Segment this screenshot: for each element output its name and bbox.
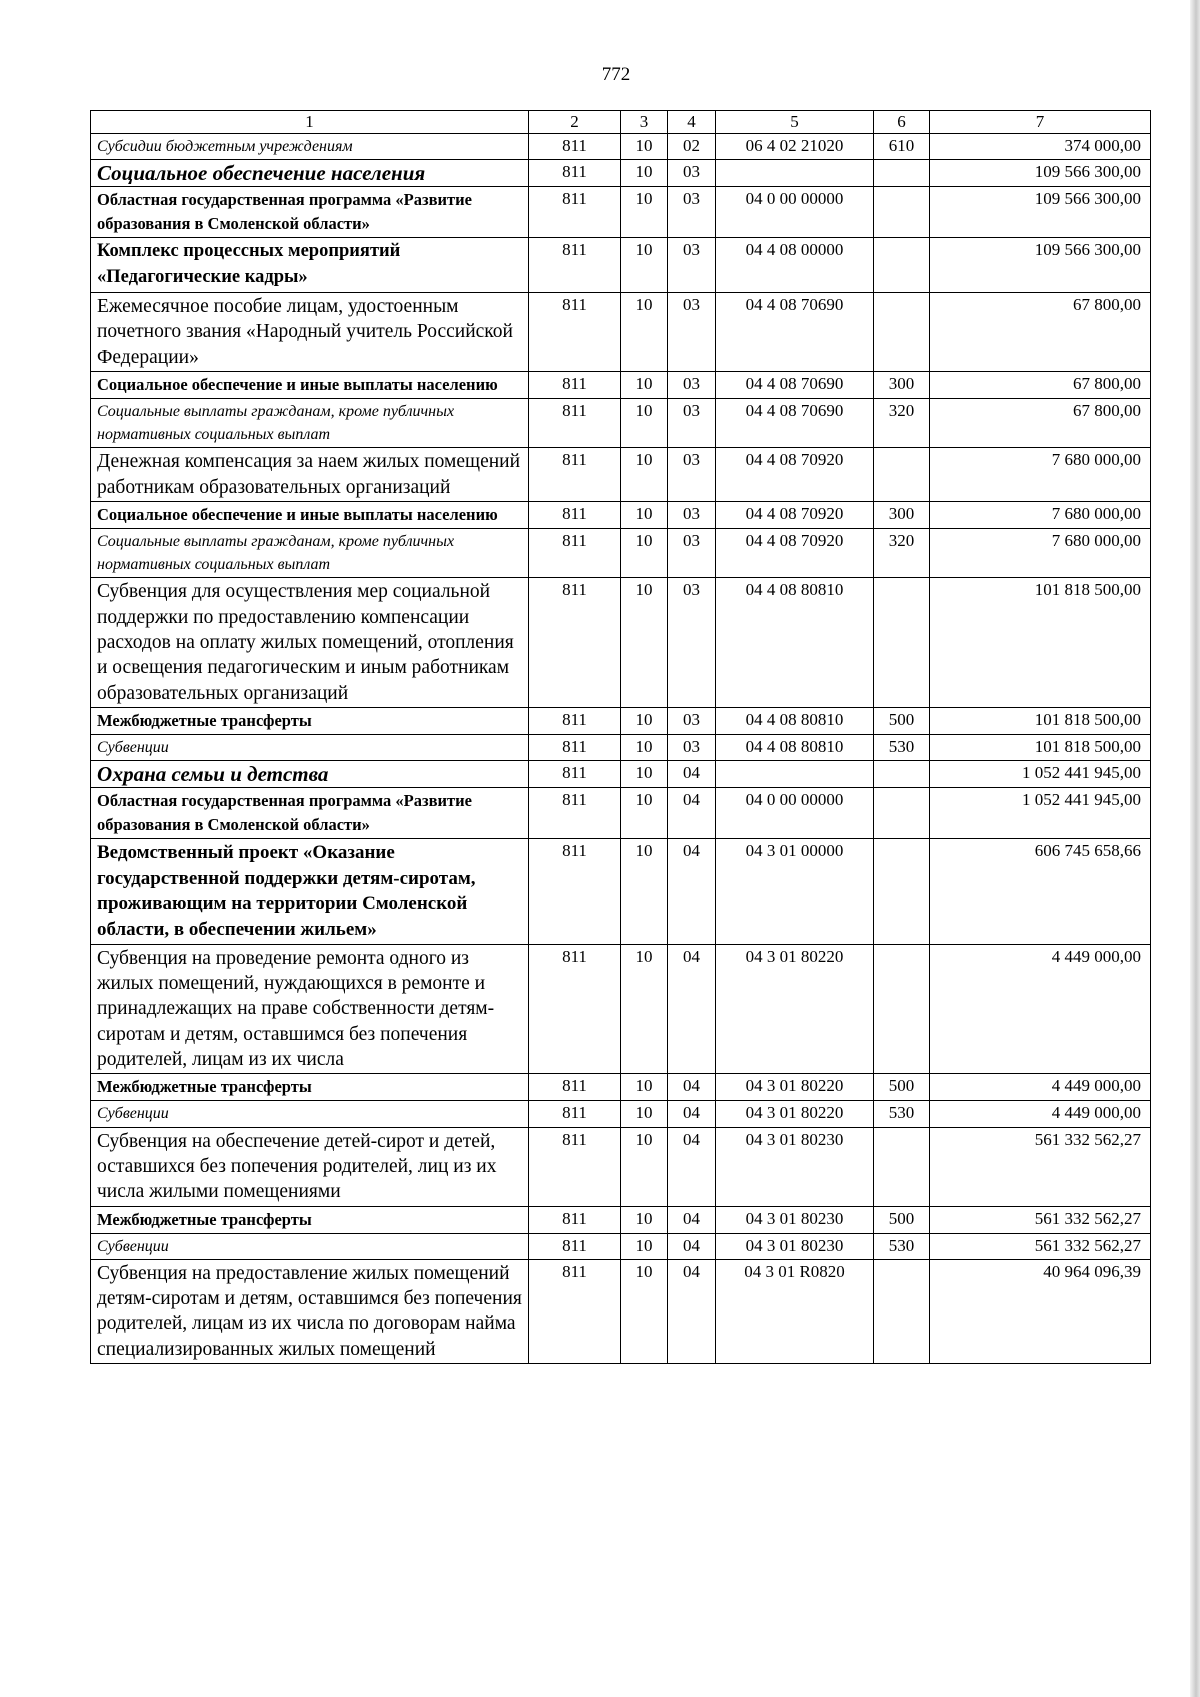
table-row <box>91 399 1151 448</box>
row-name-cell: Субвенция для осуществления мер социальной поддержки по предоставлению компенсации расходов на оплату жилых помещений, отопления и освещения педагогическим и иным работникам образовательных организаций <box>91 578 529 708</box>
amount-cell: 67 800,00 <box>930 399 1151 448</box>
amount-cell: 4 449 000,00 <box>930 1101 1151 1127</box>
expense-type-cell: 320 <box>874 399 930 448</box>
row-name-cell: Социальные выплаты гражданам, кроме публичных нормативных социальных выплат <box>91 528 529 577</box>
subsection-code-cell: 04 <box>668 1259 716 1363</box>
table-row <box>91 1259 1151 1363</box>
expense-type-cell: 530 <box>874 735 930 761</box>
amount-cell: 1 052 441 945,00 <box>930 761 1151 788</box>
row-name-cell: Ведомственный проект «Оказание государственной поддержки детям-сиротам, проживающим на территории Смоленской области, в обеспечении жильем» <box>91 839 529 945</box>
subsection-code-cell: 04 <box>668 1127 716 1206</box>
ministry-code-cell: 811 <box>529 1127 621 1206</box>
expense-type-cell: 320 <box>874 528 930 577</box>
expense-type-cell <box>874 448 930 502</box>
ministry-code-cell: 811 <box>529 160 621 187</box>
ministry-code-cell: 811 <box>529 1206 621 1233</box>
table-row <box>91 448 1151 502</box>
section-code-cell: 10 <box>621 502 668 529</box>
amount-cell: 101 818 500,00 <box>930 735 1151 761</box>
section-code-cell: 10 <box>621 528 668 577</box>
amount-cell: 67 800,00 <box>930 372 1151 399</box>
table-row <box>91 293 1151 372</box>
target-article-cell: 04 4 08 70690 <box>716 293 874 372</box>
subsection-code-cell: 03 <box>668 502 716 529</box>
expense-type-cell: 300 <box>874 502 930 529</box>
section-code-cell: 10 <box>621 448 668 502</box>
expense-type-cell: 500 <box>874 1206 930 1233</box>
ministry-code-cell: 811 <box>529 708 621 735</box>
row-name-cell: Комплекс процессных мероприятий «Педагогические кадры» <box>91 238 529 293</box>
target-article-cell: 04 3 01 80220 <box>716 944 874 1074</box>
amount-cell: 561 332 562,27 <box>930 1127 1151 1206</box>
table-row <box>91 944 1151 1074</box>
ministry-code-cell: 811 <box>529 788 621 839</box>
amount-cell: 1 052 441 945,00 <box>930 788 1151 839</box>
amount-cell: 7 680 000,00 <box>930 528 1151 577</box>
subsection-code-cell: 04 <box>668 1101 716 1127</box>
table-row <box>91 708 1151 735</box>
scan-edge-shadow <box>1190 0 1200 1697</box>
section-code-cell: 10 <box>621 1206 668 1233</box>
section-code-cell: 10 <box>621 1259 668 1363</box>
ministry-code-cell: 811 <box>529 448 621 502</box>
row-name-cell: Субвенции <box>91 735 529 761</box>
table-row <box>91 1206 1151 1233</box>
table-row <box>91 502 1151 529</box>
ministry-code-cell: 811 <box>529 399 621 448</box>
row-name-cell: Социальное обеспечение и иные выплаты населению <box>91 502 529 529</box>
ministry-code-cell: 811 <box>529 1074 621 1101</box>
table-row <box>91 578 1151 708</box>
row-name-cell: Межбюджетные трансферты <box>91 1074 529 1101</box>
expense-type-cell <box>874 944 930 1074</box>
target-article-cell: 04 3 01 00000 <box>716 839 874 945</box>
target-article-cell: 04 4 08 80810 <box>716 735 874 761</box>
expense-type-cell <box>874 238 930 293</box>
row-name-cell: Социальные выплаты гражданам, кроме публичных нормативных социальных выплат <box>91 399 529 448</box>
section-code-cell: 10 <box>621 735 668 761</box>
subsection-code-cell: 04 <box>668 788 716 839</box>
row-name-cell: Субсидии бюджетным учреждениям <box>91 134 529 160</box>
subsection-code-cell: 03 <box>668 187 716 238</box>
expense-type-cell <box>874 1127 930 1206</box>
column-header: 6 <box>874 111 930 134</box>
row-name-cell: Денежная компенсация за наем жилых помещений работникам образовательных организаций <box>91 448 529 502</box>
table-row <box>91 160 1151 187</box>
expense-type-cell: 610 <box>874 134 930 160</box>
page-number: 772 <box>601 64 631 85</box>
target-article-cell: 04 3 01 80230 <box>716 1127 874 1206</box>
amount-cell: 561 332 562,27 <box>930 1233 1151 1259</box>
column-number-row <box>91 111 1151 134</box>
row-name-cell: Охрана семьи и детства <box>91 761 529 788</box>
subsection-code-cell: 03 <box>668 528 716 577</box>
table-row <box>91 372 1151 399</box>
section-code-cell: 10 <box>621 788 668 839</box>
table-row <box>91 735 1151 761</box>
table-row <box>91 238 1151 293</box>
section-code-cell: 10 <box>621 708 668 735</box>
expense-type-cell <box>874 839 930 945</box>
subsection-code-cell: 03 <box>668 448 716 502</box>
target-article-cell: 04 4 08 80810 <box>716 578 874 708</box>
ministry-code-cell: 811 <box>529 735 621 761</box>
table-row <box>91 528 1151 577</box>
subsection-code-cell: 03 <box>668 372 716 399</box>
subsection-code-cell: 03 <box>668 238 716 293</box>
subsection-code-cell: 04 <box>668 944 716 1074</box>
section-code-cell: 10 <box>621 761 668 788</box>
ministry-code-cell: 811 <box>529 502 621 529</box>
target-article-cell: 04 4 08 70920 <box>716 502 874 529</box>
expense-type-cell: 530 <box>874 1101 930 1127</box>
column-header: 5 <box>716 111 874 134</box>
amount-cell: 67 800,00 <box>930 293 1151 372</box>
ministry-code-cell: 811 <box>529 839 621 945</box>
expense-type-cell <box>874 1259 930 1363</box>
expense-type-cell <box>874 578 930 708</box>
target-article-cell: 04 4 08 70690 <box>716 372 874 399</box>
section-code-cell: 10 <box>621 187 668 238</box>
target-article-cell: 04 3 01 80230 <box>716 1233 874 1259</box>
expense-type-cell <box>874 788 930 839</box>
table-row <box>91 788 1151 839</box>
ministry-code-cell: 811 <box>529 1233 621 1259</box>
target-article-cell: 04 3 01 R0820 <box>716 1259 874 1363</box>
row-name-cell: Субвенции <box>91 1233 529 1259</box>
ministry-code-cell: 811 <box>529 134 621 160</box>
row-name-cell: Социальное обеспечение населения <box>91 160 529 187</box>
subsection-code-cell: 03 <box>668 160 716 187</box>
section-code-cell: 10 <box>621 1127 668 1206</box>
section-code-cell: 10 <box>621 1074 668 1101</box>
column-header: 7 <box>930 111 1151 134</box>
table-row <box>91 1127 1151 1206</box>
ministry-code-cell: 811 <box>529 238 621 293</box>
table-row <box>91 187 1151 238</box>
subsection-code-cell: 04 <box>668 761 716 788</box>
subsection-code-cell: 03 <box>668 293 716 372</box>
ministry-code-cell: 811 <box>529 293 621 372</box>
subsection-code-cell: 02 <box>668 134 716 160</box>
ministry-code-cell: 811 <box>529 1101 621 1127</box>
row-name-cell: Субвенция на предоставление жилых помещений детям-сиротам и детям, оставшимся без попечения родителей, лицам из их числа по договорам найма специализированных жилых помещений <box>91 1259 529 1363</box>
section-code-cell: 10 <box>621 160 668 187</box>
target-article-cell <box>716 160 874 187</box>
expense-type-cell: 500 <box>874 1074 930 1101</box>
table-body <box>91 134 1151 1364</box>
section-code-cell: 10 <box>621 839 668 945</box>
target-article-cell: 04 4 08 70690 <box>716 399 874 448</box>
subsection-code-cell: 03 <box>668 735 716 761</box>
target-article-cell: 04 0 00 00000 <box>716 788 874 839</box>
expense-type-cell <box>874 761 930 788</box>
ministry-code-cell: 811 <box>529 944 621 1074</box>
expense-type-cell <box>874 187 930 238</box>
amount-cell: 4 449 000,00 <box>930 944 1151 1074</box>
budget-table <box>90 110 1151 1364</box>
section-code-cell: 10 <box>621 578 668 708</box>
row-name-cell: Межбюджетные трансферты <box>91 708 529 735</box>
amount-cell: 109 566 300,00 <box>930 187 1151 238</box>
subsection-code-cell: 03 <box>668 399 716 448</box>
row-name-cell: Межбюджетные трансферты <box>91 1206 529 1233</box>
target-article-cell: 04 4 08 80810 <box>716 708 874 735</box>
subsection-code-cell: 04 <box>668 839 716 945</box>
amount-cell: 40 964 096,39 <box>930 1259 1151 1363</box>
section-code-cell: 10 <box>621 1101 668 1127</box>
amount-cell: 109 566 300,00 <box>930 160 1151 187</box>
ministry-code-cell: 811 <box>529 761 621 788</box>
section-code-cell: 10 <box>621 238 668 293</box>
amount-cell: 606 745 658,66 <box>930 839 1151 945</box>
subsection-code-cell: 03 <box>668 578 716 708</box>
section-code-cell: 10 <box>621 399 668 448</box>
target-article-cell: 04 0 00 00000 <box>716 187 874 238</box>
target-article-cell: 04 4 08 70920 <box>716 528 874 577</box>
ministry-code-cell: 811 <box>529 578 621 708</box>
row-name-cell: Областная государственная программа «Развитие образования в Смоленской области» <box>91 788 529 839</box>
section-code-cell: 10 <box>621 944 668 1074</box>
expense-type-cell: 530 <box>874 1233 930 1259</box>
amount-cell: 561 332 562,27 <box>930 1206 1151 1233</box>
target-article-cell: 04 3 01 80220 <box>716 1101 874 1127</box>
row-name-cell: Ежемесячное пособие лицам, удостоенным почетного звания «Народный учитель Российской Федерации» <box>91 293 529 372</box>
amount-cell: 101 818 500,00 <box>930 578 1151 708</box>
row-name-cell: Субвенция на проведение ремонта одного из жилых помещений, нуждающихся в ремонте и принадлежащих на праве собственности детям-сиротам и детям, оставшимся без попечения родителей, лицам из их числа <box>91 944 529 1074</box>
amount-cell: 7 680 000,00 <box>930 448 1151 502</box>
section-code-cell: 10 <box>621 372 668 399</box>
section-code-cell: 10 <box>621 293 668 372</box>
amount-cell: 374 000,00 <box>930 134 1151 160</box>
expense-type-cell: 300 <box>874 372 930 399</box>
target-article-cell: 06 4 02 21020 <box>716 134 874 160</box>
column-header: 3 <box>621 111 668 134</box>
expense-type-cell <box>874 160 930 187</box>
target-article-cell: 04 3 01 80220 <box>716 1074 874 1101</box>
subsection-code-cell: 03 <box>668 708 716 735</box>
column-header: 1 <box>91 111 529 134</box>
subsection-code-cell: 04 <box>668 1206 716 1233</box>
amount-cell: 4 449 000,00 <box>930 1074 1151 1101</box>
ministry-code-cell: 811 <box>529 528 621 577</box>
subsection-code-cell: 04 <box>668 1074 716 1101</box>
target-article-cell: 04 4 08 00000 <box>716 238 874 293</box>
row-name-cell: Областная государственная программа «Развитие образования в Смоленской области» <box>91 187 529 238</box>
ministry-code-cell: 811 <box>529 1259 621 1363</box>
amount-cell: 109 566 300,00 <box>930 238 1151 293</box>
section-code-cell: 10 <box>621 1233 668 1259</box>
row-name-cell: Субвенция на обеспечение детей-сирот и детей, оставшихся без попечения родителей, лиц из их числа жилыми помещениями <box>91 1127 529 1206</box>
table-row <box>91 1074 1151 1101</box>
table-row <box>91 839 1151 945</box>
section-code-cell: 10 <box>621 134 668 160</box>
ministry-code-cell: 811 <box>529 187 621 238</box>
table-row <box>91 1101 1151 1127</box>
expense-type-cell <box>874 293 930 372</box>
subsection-code-cell: 04 <box>668 1233 716 1259</box>
amount-cell: 101 818 500,00 <box>930 708 1151 735</box>
ministry-code-cell: 811 <box>529 372 621 399</box>
column-header: 2 <box>529 111 621 134</box>
row-name-cell: Субвенции <box>91 1101 529 1127</box>
table-row <box>91 1233 1151 1259</box>
target-article-cell: 04 3 01 80230 <box>716 1206 874 1233</box>
expense-type-cell: 500 <box>874 708 930 735</box>
table-row <box>91 761 1151 788</box>
target-article-cell: 04 4 08 70920 <box>716 448 874 502</box>
row-name-cell: Социальное обеспечение и иные выплаты населению <box>91 372 529 399</box>
target-article-cell <box>716 761 874 788</box>
amount-cell: 7 680 000,00 <box>930 502 1151 529</box>
column-header: 4 <box>668 111 716 134</box>
table-row <box>91 134 1151 160</box>
